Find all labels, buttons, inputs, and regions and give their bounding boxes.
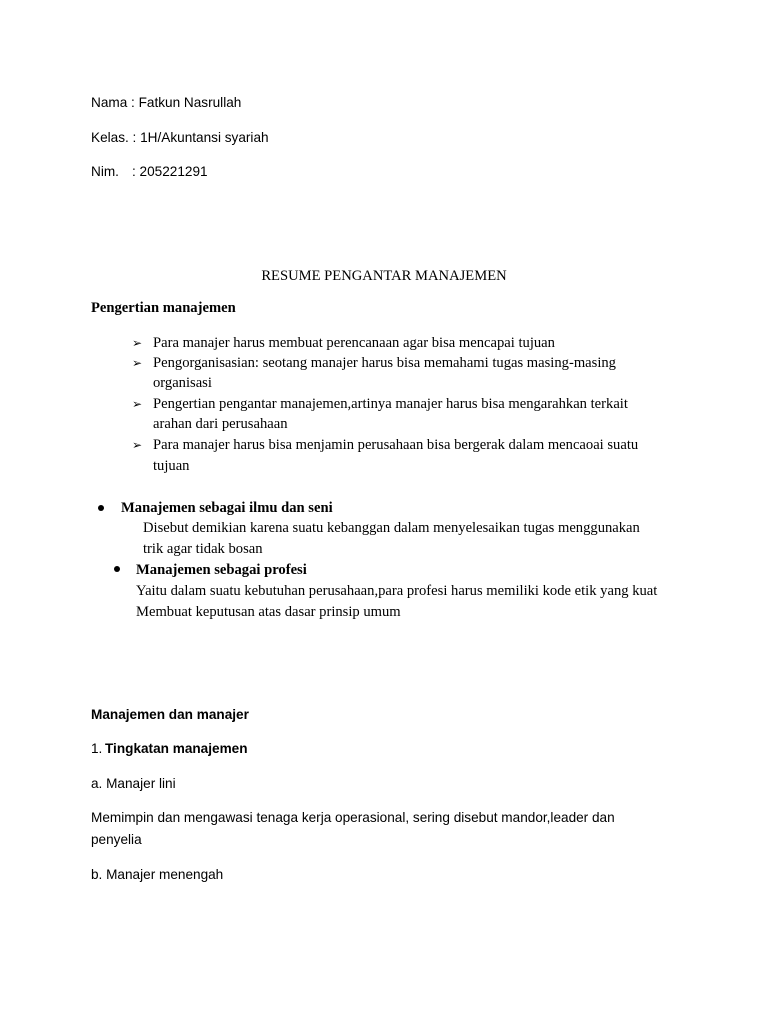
item-b-heading: b. Manajer menengah (91, 867, 224, 882)
section-heading-pengertian: Pengertian manajemen (91, 300, 236, 316)
bullet-body-line: Membuat keputusan atas dasar prinsip umum (136, 604, 401, 620)
bullet-body-line: trik agar tidak bosan (143, 541, 263, 557)
bullet-heading-ilmu-seni: Manajemen sebagai ilmu dan seni (121, 500, 333, 516)
bullet-body-line: Disebut demikian karena suatu kebanggan dalam menyelesaikan tugas menggunakan (143, 520, 640, 536)
bullet-dot-icon (98, 505, 104, 511)
arrow-bullet-icon: ➢ (132, 397, 143, 411)
bullet-heading-profesi: Manajemen sebagai profesi (136, 562, 307, 578)
arrow-item-4: Para manajer harus bisa menjamin perusahaan bisa bergerak dalam mencaoai suatu (153, 437, 639, 453)
arrow-item-4-cont: tujuan (153, 458, 190, 474)
item-a-description-cont: penyelia (91, 832, 142, 847)
arrow-item-3-cont: arahan dari perusahaan (153, 416, 288, 432)
arrow-bullet-icon: ➢ (132, 438, 143, 452)
name-line: Nama : Fatkun Nasrullah (91, 95, 242, 110)
sub-heading-number: 1. (91, 741, 103, 756)
item-a-heading: a. Manajer lini (91, 776, 176, 791)
sub-heading-tingkatan: Tingkatan manajemen (105, 741, 248, 756)
nim-value: : 205221291 (132, 164, 208, 179)
section-heading-manajemen-manajer: Manajemen dan manajer (91, 707, 249, 722)
document-title: RESUME PENGANTAR MANAJEMEN (261, 268, 507, 284)
item-a-description: Memimpin dan mengawasi tenaga kerja operasional, sering disebut mandor,leader dan (91, 810, 615, 825)
arrow-item-2-cont: organisasi (153, 375, 212, 391)
nim-label: Nim. (91, 164, 119, 179)
bullet-dot-icon (114, 566, 120, 572)
arrow-bullet-icon: ➢ (132, 356, 143, 370)
arrow-item-2: Pengorganisasian: seotang manajer harus bisa memahami tugas masing-masing (153, 355, 616, 371)
arrow-item-1: Para manajer harus membuat perencanaan agar bisa mencapai tujuan (153, 335, 555, 351)
arrow-item-3: Pengertian pengantar manajemen,artinya manajer harus bisa mengarahkan terkait (153, 396, 628, 412)
bullet-body-line: Yaitu dalam suatu kebutuhan perusahaan,para profesi harus memiliki kode etik yang kuat (136, 583, 658, 599)
class-line: Kelas. : 1H/Akuntansi syariah (91, 130, 269, 145)
arrow-bullet-icon: ➢ (132, 336, 143, 350)
